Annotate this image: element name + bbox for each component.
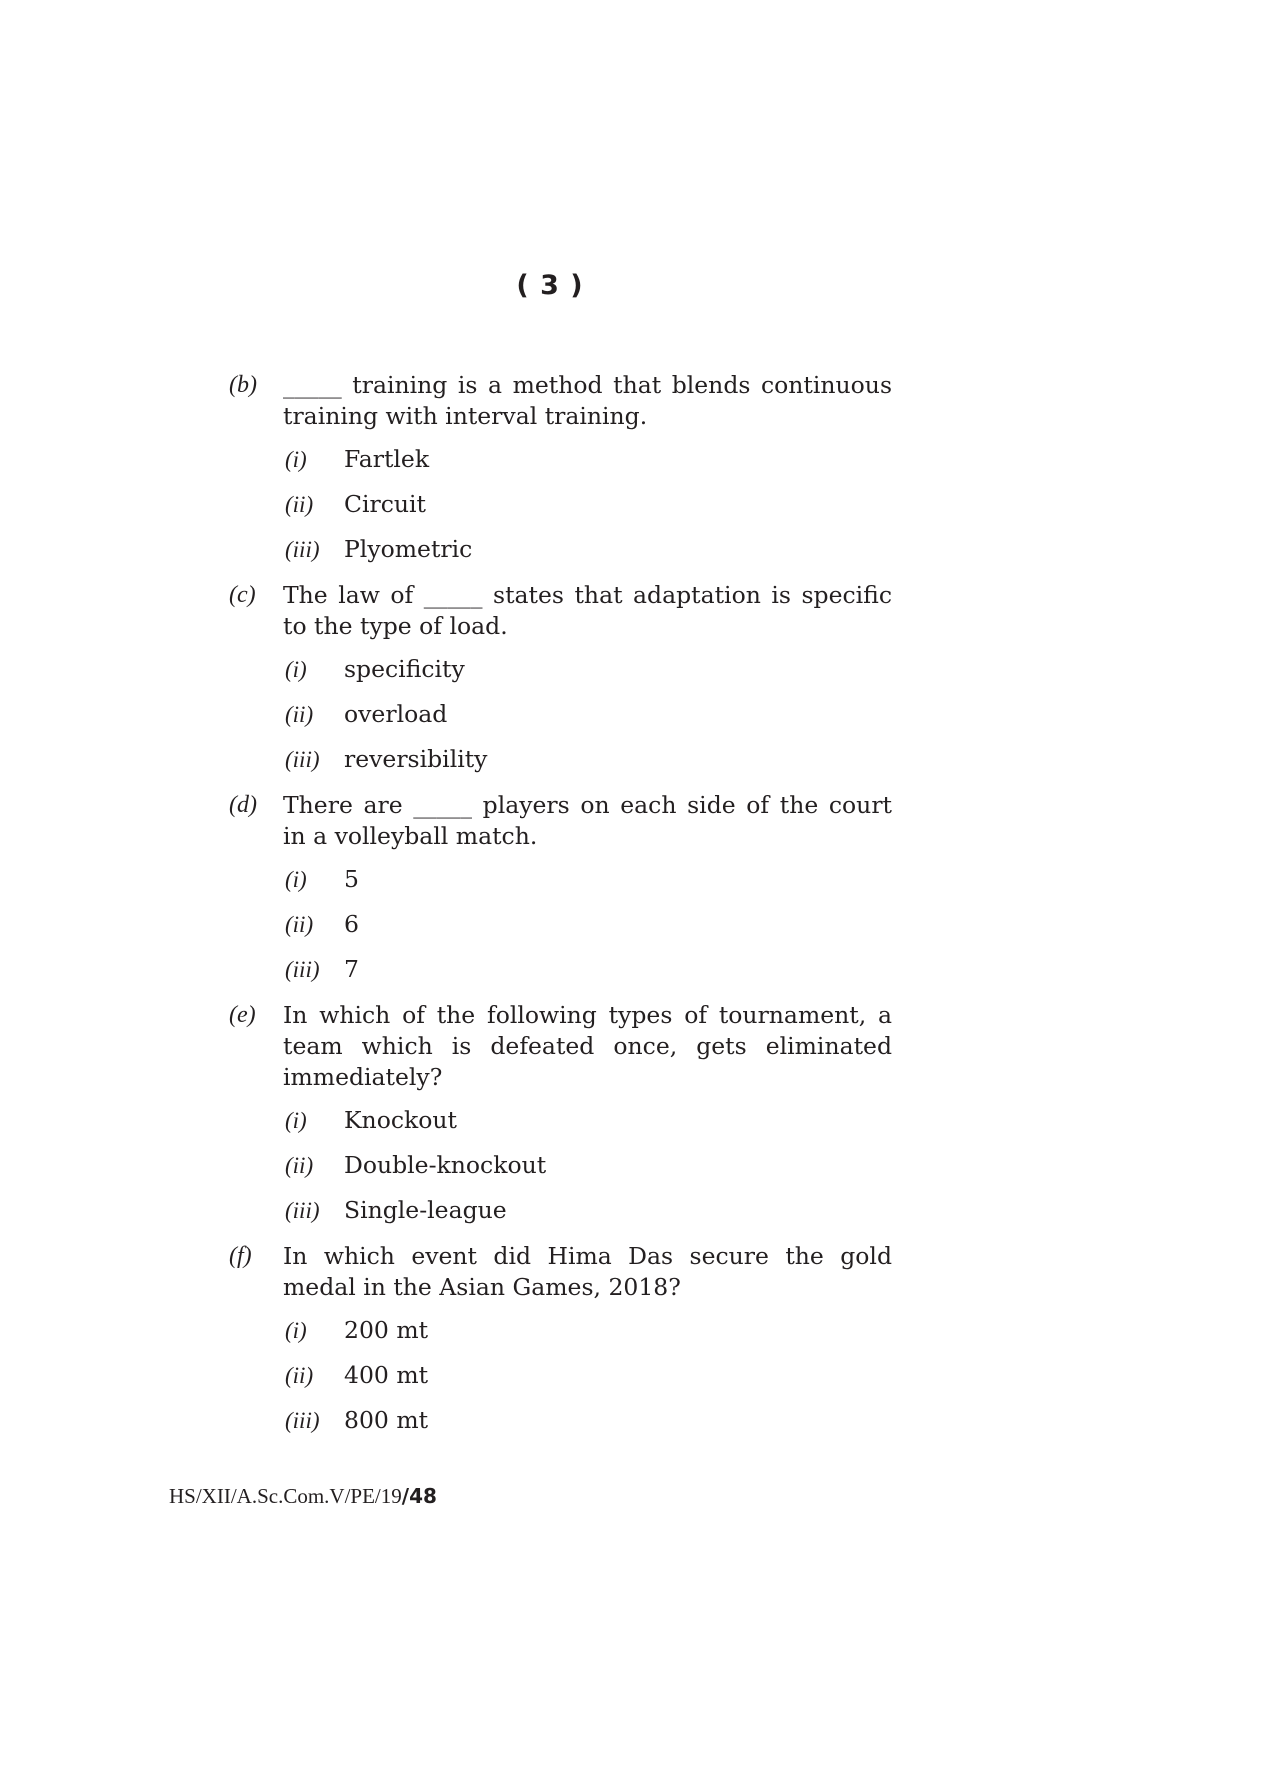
option-item — [229, 948, 892, 993]
option-text: Plyometric — [344, 535, 473, 563]
option-label: (iii) — [285, 747, 320, 772]
question-label: (c) — [229, 582, 256, 608]
option-item — [229, 693, 892, 738]
question-label: (f) — [229, 1243, 252, 1269]
option-label: (i) — [285, 657, 307, 682]
question-text: _____ training is a method that blends continuous training with interval training. — [283, 371, 892, 430]
option-item — [229, 738, 892, 783]
question-c — [229, 580, 892, 783]
question-text: In which of the following types of tournament, a team which is defeated once, gets eliminated immediately? — [283, 1001, 892, 1091]
option-text: overload — [344, 700, 448, 728]
option-label: (iii) — [285, 1408, 320, 1433]
option-label: (ii) — [285, 492, 314, 517]
question-f — [229, 1241, 892, 1444]
option-list — [229, 1309, 892, 1444]
option-label: (ii) — [285, 1153, 314, 1178]
question-b — [229, 370, 892, 573]
option-label: (iii) — [285, 1198, 320, 1223]
option-item — [229, 438, 892, 483]
paper-code: HS/XII/A.Sc.Com.V/PE/19 — [169, 1484, 402, 1508]
option-item — [229, 903, 892, 948]
question-text: The law of _____ states that adaptation is specific to the type of load. — [283, 581, 892, 640]
question-label: (e) — [229, 1002, 256, 1028]
option-text: Double-knockout — [344, 1151, 547, 1179]
option-item — [229, 1144, 892, 1189]
question-list — [229, 370, 892, 1451]
option-item — [229, 1399, 892, 1444]
option-item — [229, 483, 892, 528]
paper-code-footer — [169, 1484, 437, 1509]
paper-code-suffix: /48 — [401, 1484, 437, 1508]
question-label: (d) — [229, 792, 257, 818]
option-label: (i) — [285, 1108, 307, 1133]
option-label: (iii) — [285, 957, 320, 982]
question-e — [229, 1000, 892, 1234]
option-text: Knockout — [344, 1106, 457, 1134]
option-label: (iii) — [285, 537, 320, 562]
option-item — [229, 648, 892, 693]
option-label: (i) — [285, 867, 307, 892]
option-text: Single-league — [344, 1196, 507, 1224]
option-text: Circuit — [344, 490, 426, 518]
option-list — [229, 648, 892, 783]
option-text: 200 mt — [344, 1316, 429, 1344]
option-item — [229, 528, 892, 573]
option-label: (i) — [285, 447, 307, 472]
option-text: 800 mt — [344, 1406, 429, 1434]
option-item — [229, 1099, 892, 1144]
option-item — [229, 858, 892, 903]
question-text: In which event did Hima Das secure the gold medal in the Asian Games, 2018? — [283, 1242, 892, 1301]
option-list — [229, 858, 892, 993]
option-text: reversibility — [344, 745, 488, 773]
question-d — [229, 790, 892, 993]
question-label: (b) — [229, 372, 257, 398]
option-item — [229, 1354, 892, 1399]
option-label: (i) — [285, 1318, 307, 1343]
question-text: There are _____ players on each side of the court in a volleyball match. — [283, 791, 892, 850]
page-number: ( 3 ) — [516, 270, 584, 301]
option-label: (ii) — [285, 912, 314, 937]
option-label: (ii) — [285, 702, 314, 727]
option-text: 7 — [344, 955, 359, 983]
option-label: (ii) — [285, 1363, 314, 1388]
option-text: specificity — [344, 655, 465, 683]
option-text: Fartlek — [344, 445, 430, 473]
option-text: 5 — [344, 865, 359, 893]
option-item — [229, 1189, 892, 1234]
option-list — [229, 1099, 892, 1234]
option-text: 400 mt — [344, 1361, 429, 1389]
option-list — [229, 438, 892, 573]
option-item — [229, 1309, 892, 1354]
option-text: 6 — [344, 910, 359, 938]
